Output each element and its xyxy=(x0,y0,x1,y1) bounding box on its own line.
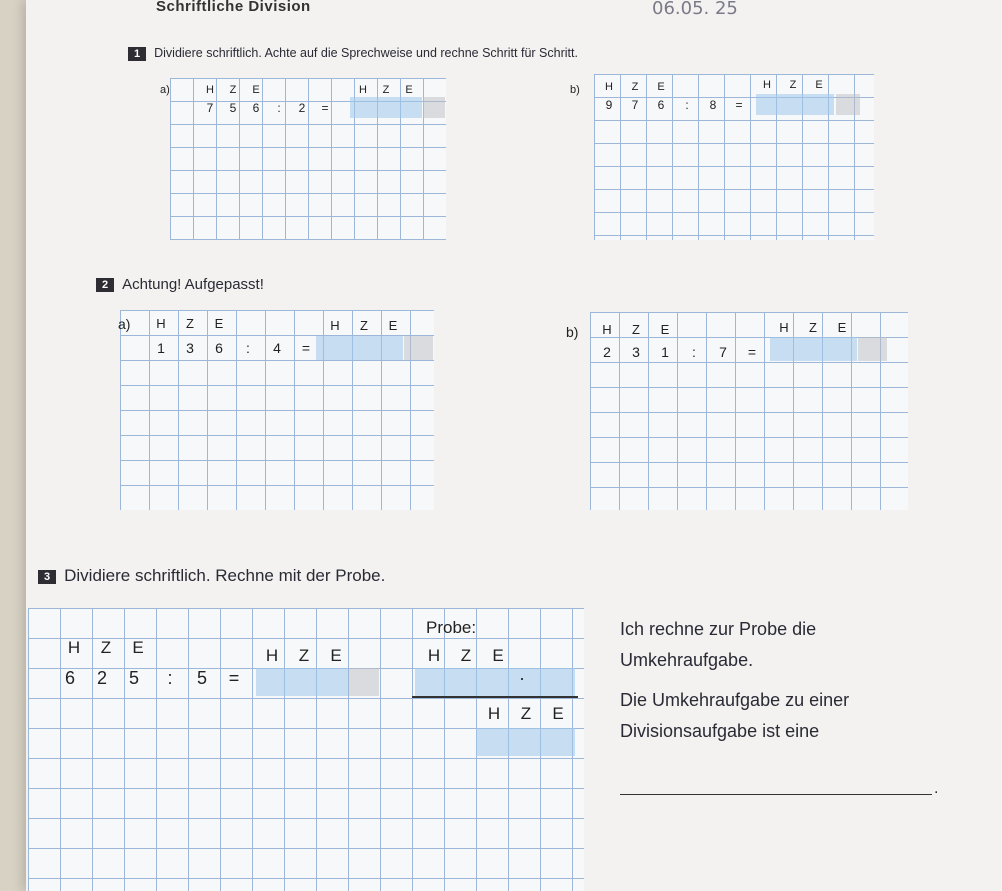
header-e: E xyxy=(657,81,665,93)
remainder-box-2a xyxy=(404,336,433,360)
remainder-box-3 xyxy=(349,668,379,696)
digit-e: 6 xyxy=(215,340,223,356)
result-boxes-3 xyxy=(256,668,348,696)
remainder-box-1b xyxy=(836,94,860,115)
result-header-z: Z xyxy=(789,79,797,91)
header-h: H xyxy=(602,322,612,337)
digit-h: 2 xyxy=(603,344,611,360)
result-header-h: H xyxy=(330,318,340,333)
division-sign: : xyxy=(685,98,689,112)
divisor: 7 xyxy=(719,344,727,360)
equals-sign: = xyxy=(747,344,757,360)
result-boxes-2b xyxy=(770,337,857,361)
explanation-line-4: Divisionsaufgabe ist eine xyxy=(620,721,820,741)
handwritten-date: 06.05. 25 xyxy=(652,0,738,19)
probe-header-e: E xyxy=(492,646,504,665)
header-e: E xyxy=(252,84,260,96)
digit-e: 5 xyxy=(128,668,139,688)
digit-z: 2 xyxy=(96,668,107,688)
header-e: E xyxy=(214,316,224,331)
instruction-text: Achtung! Aufgepasst! xyxy=(122,276,264,293)
label-2b: b) xyxy=(566,324,579,340)
task-2-instruction xyxy=(96,276,264,293)
explanation-line-3: Die Umkehraufgabe zu einer xyxy=(620,690,850,710)
result-boxes-1b xyxy=(756,94,834,115)
header-e: E xyxy=(660,322,670,337)
result-header-h: H xyxy=(359,84,367,96)
result-header-e: E xyxy=(837,320,847,335)
digit-e: 1 xyxy=(661,344,669,360)
equals-sign: = xyxy=(301,340,311,356)
result-header-h: H xyxy=(265,646,279,665)
label-2a: a) xyxy=(118,316,131,332)
result-header-e: E xyxy=(330,646,342,665)
header-z: Z xyxy=(631,81,639,93)
digit-z: 7 xyxy=(631,98,639,112)
answer-fill-line[interactable] xyxy=(620,794,932,795)
header-z: Z xyxy=(186,316,194,331)
result-header-e: E xyxy=(405,84,413,96)
header-h: H xyxy=(156,316,166,331)
digit-e: 6 xyxy=(252,101,260,115)
header-e: E xyxy=(132,638,144,657)
result-header-z: Z xyxy=(809,320,817,335)
divisor: 8 xyxy=(709,98,717,112)
probe-label: Probe: xyxy=(426,618,477,637)
multiplication-dot: · xyxy=(519,668,525,688)
result-header-e: E xyxy=(388,318,398,333)
probe-result-header-z: Z xyxy=(520,704,532,723)
probe-result-header-h: H xyxy=(487,704,501,723)
remainder-box-2b xyxy=(858,337,887,361)
task-number-badge: 2 xyxy=(96,278,114,292)
header-z: Z xyxy=(229,84,237,96)
result-header-h: H xyxy=(779,320,789,335)
digit-h: 9 xyxy=(605,98,613,112)
label-1a: a) xyxy=(160,84,170,96)
explanation-line-1: Ich rechne zur Probe die xyxy=(620,619,817,639)
header-h: H xyxy=(67,638,81,657)
task-number-badge: 1 xyxy=(128,47,146,61)
probe-result-boxes xyxy=(476,728,575,756)
answer-period: . xyxy=(934,780,939,797)
instruction-text: Dividiere schriftlich. Achte auf die Sprechweise und rechne Schritt für Schritt. xyxy=(154,46,578,60)
probe-header-z: Z xyxy=(460,646,472,665)
division-sign: : xyxy=(277,101,281,115)
division-sign: : xyxy=(692,344,696,360)
result-boxes-1a xyxy=(350,97,422,118)
task-3-instruction xyxy=(38,566,385,586)
probe-header-h: H xyxy=(427,646,441,665)
divisor: 4 xyxy=(273,340,281,356)
probe-input-boxes xyxy=(415,668,575,696)
header-h: H xyxy=(206,84,214,96)
instruction-text: Dividiere schriftlich. Rechne mit der Probe. xyxy=(64,566,386,585)
result-boxes-2a xyxy=(316,336,403,360)
equals-sign: = xyxy=(321,101,329,115)
digit-z: 3 xyxy=(632,344,640,360)
task-number-badge: 3 xyxy=(38,570,56,584)
divisor: 2 xyxy=(298,101,306,115)
digit-h: 7 xyxy=(206,101,214,115)
label-1b: b) xyxy=(570,84,580,96)
explanation-line-2: Umkehraufgabe. xyxy=(620,650,754,670)
division-sign: : xyxy=(246,340,250,356)
result-header-h: H xyxy=(763,79,771,91)
digit-h: 6 xyxy=(64,668,75,688)
digit-h: 1 xyxy=(157,340,165,356)
header-z: Z xyxy=(632,322,640,337)
task-1-instruction xyxy=(128,46,578,61)
digit-z: 3 xyxy=(186,340,194,356)
equals-sign: = xyxy=(735,98,743,112)
digit-e: 6 xyxy=(657,98,665,112)
header-h: H xyxy=(605,81,613,93)
equals-sign: = xyxy=(228,668,240,688)
probe-result-header-e: E xyxy=(552,704,564,723)
result-header-z: Z xyxy=(298,646,310,665)
divisor: 5 xyxy=(196,668,207,688)
result-header-e: E xyxy=(815,79,823,91)
result-header-z: Z xyxy=(382,84,390,96)
remainder-box-1a xyxy=(423,97,445,118)
header-z: Z xyxy=(100,638,112,657)
page-title: Schriftliche Division xyxy=(156,0,311,15)
digit-z: 5 xyxy=(229,101,237,115)
division-sign: : xyxy=(167,668,173,688)
result-header-z: Z xyxy=(360,318,368,333)
probe-underline xyxy=(412,696,578,698)
probe-explanation xyxy=(620,614,849,747)
